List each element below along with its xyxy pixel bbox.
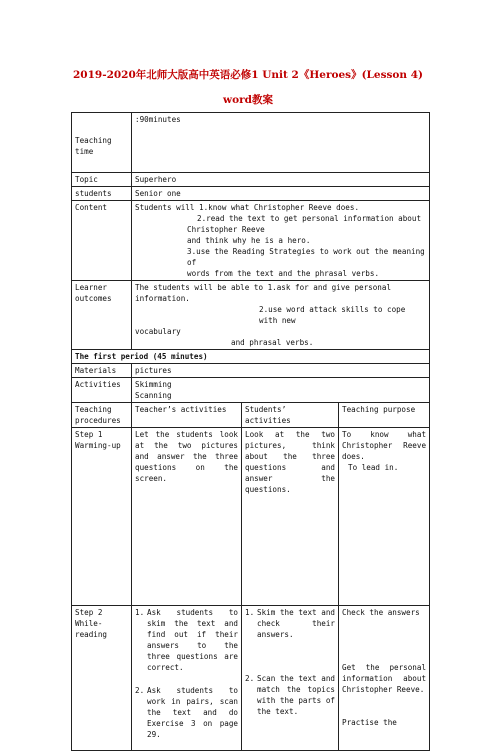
value-materials: pictures [132, 364, 430, 378]
item-text: Ask students to work in pairs, scan the text and do Exercise 3 on page 29. [147, 686, 238, 739]
student-item [245, 607, 335, 640]
outcome-line: and phrasal verbs. [231, 338, 314, 347]
document-title: 2019-2020年北师大版高中英语必修1 Unit 2《Heroes》(Lesson 4) [72, 69, 423, 81]
row-headers [72, 403, 430, 428]
header-purpose: Teaching purpose [339, 403, 430, 428]
purpose-line: To lead in. [348, 463, 399, 472]
student-item [245, 673, 335, 717]
content-line: words from the text and the phrasal verbs. [187, 269, 380, 278]
content-line: Students will 1.know what Christopher Reeve does. [135, 203, 360, 212]
item-text: Ask students to skim the text and find out if their answers to the three questions are correct. [147, 608, 238, 672]
label-topic: Topic [72, 173, 132, 187]
label-content: Content [72, 201, 132, 281]
row-step2 [72, 606, 430, 751]
row-materials [72, 364, 430, 378]
step1-teacher: Let the students look at the two pictures and answer the three questions on the screen. [132, 428, 242, 606]
value-activities [132, 378, 430, 403]
value-students: Senior one [132, 187, 430, 201]
content-line: 2.read the text to get personal information about [197, 214, 422, 223]
document-subtitle: word教案 [223, 94, 273, 106]
outcome-line: The students will be able to 1.ask for and give personal information. [135, 283, 392, 303]
step2-teacher [132, 606, 242, 751]
row-outcomes [72, 281, 430, 350]
value-content [132, 201, 430, 281]
row-step1 [72, 428, 430, 606]
purpose-line: Check the answers [342, 608, 420, 617]
step1-students: Look at the two pictures, think about the three questions and answer the questions. [242, 428, 339, 606]
label-step1: Step 1 Warming-up [72, 428, 132, 606]
value-outcomes [132, 281, 430, 350]
row-students [72, 187, 430, 201]
outcome-line: 2.use word attack skills to cope with new [259, 305, 406, 325]
item-number: 1. [135, 608, 145, 617]
header-procedures: Teaching procedures [72, 403, 132, 428]
step2-students [242, 606, 339, 751]
purpose-line: Get the personal information about Christopher Reeve. [342, 663, 427, 694]
purpose-line: Practise the [342, 718, 397, 727]
activity-item: Scanning [135, 391, 172, 400]
purpose-line: To know what Christopher Reeve does. [342, 430, 427, 461]
row-teaching-time [72, 113, 430, 173]
header-students: Students’ activities [242, 403, 339, 428]
content-line: 3.use the Reading Strategies to work out the meaning of [187, 247, 425, 267]
row-topic [72, 173, 430, 187]
value-teaching-time: :90minutes [132, 113, 430, 173]
label-teaching-time: Teaching time [72, 113, 132, 173]
row-content [72, 201, 430, 281]
item-text: Skim the text and check their answers. [257, 608, 335, 639]
period-heading: The first period (45 minutes) [72, 350, 430, 364]
label-step2: Step 2 While-reading [72, 606, 132, 751]
label-students: students [72, 187, 132, 201]
activity-item: Skimming [135, 380, 172, 389]
content-line: Christopher Reeve [187, 225, 265, 234]
outcome-line: vocabulary [135, 327, 181, 336]
lesson-plan-table [71, 112, 430, 751]
header-teacher: Teacher’s activities [132, 403, 242, 428]
item-text: Scan the text and match the topics with the parts of the text. [257, 674, 335, 716]
step2-purpose [339, 606, 430, 751]
item-number: 2. [135, 686, 145, 695]
item-number: 1. [245, 608, 255, 617]
row-activities [72, 378, 430, 403]
content-line: and think why he is a hero. [187, 236, 311, 245]
teacher-item [135, 685, 238, 740]
label-outcomes: Learner outcomes [72, 281, 132, 350]
teacher-item [135, 607, 238, 673]
label-materials: Materials [72, 364, 132, 378]
item-number: 2. [245, 674, 255, 683]
value-topic: Superhero [132, 173, 430, 187]
label-activities: Activities [72, 378, 132, 403]
step1-purpose [339, 428, 430, 606]
row-period [72, 350, 430, 364]
